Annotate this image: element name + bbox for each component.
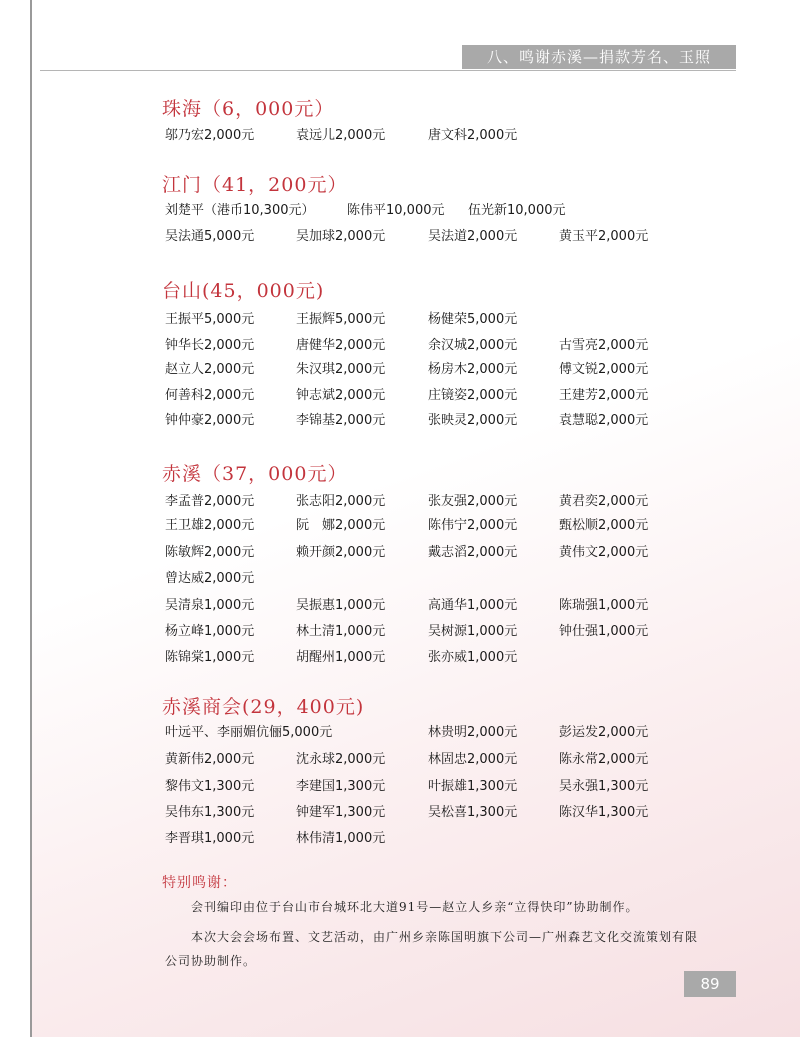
donor-entry: 陈敏辉2,000元: [165, 545, 255, 560]
donor-entry: 黎伟文1,300元: [165, 779, 255, 794]
donor-row: [0, 515, 800, 537]
donor-row: [0, 410, 800, 432]
donor-entry: 庄镜姿2,000元: [428, 388, 518, 403]
donor-entry: 吴清泉1,000元: [165, 598, 255, 613]
thanks-text: 会刊编印由位于台山市台城环北大道91号—赵立人乡亲“立得快印”协助制作。: [191, 900, 639, 914]
section-title-chixi-chamber: 赤溪商会(29，400元): [162, 696, 365, 718]
donor-entry: 陈伟平10,000元: [347, 203, 445, 218]
donor-entry: 钟建军1,300元: [296, 805, 386, 820]
donor-entry: 彭运发2,000元: [559, 725, 649, 740]
donor-entry: 刘楚平（港币10,300元）: [165, 203, 315, 218]
donor-entry: 叶振雄1,300元: [428, 779, 518, 794]
donor-entry: 杨房木2,000元: [428, 362, 518, 377]
donor-row: [0, 359, 800, 381]
header-divider: [40, 70, 736, 71]
donor-entry: 陈汉华1,300元: [559, 805, 649, 820]
donor-entry: 陈永常2,000元: [559, 752, 649, 767]
donor-entry: 陈瑞强1,000元: [559, 598, 649, 613]
donor-entry: 傅文锐2,000元: [559, 362, 649, 377]
donor-row: [0, 309, 800, 331]
donor-entry: 黄伟文2,000元: [559, 545, 649, 560]
chapter-header: 八、鸣谢赤溪—捐款芳名、玉照: [462, 45, 736, 69]
donor-entry: 赵立人2,000元: [165, 362, 255, 377]
donor-entry: 吴树源1,000元: [428, 624, 518, 639]
donor-row: [0, 200, 800, 222]
donor-entry: 戴志滔2,000元: [428, 545, 518, 560]
donor-entry: 伍光新10,000元: [468, 203, 566, 218]
donor-row: [0, 125, 800, 147]
donor-entry: 杨立峰1,000元: [165, 624, 255, 639]
donor-row: [0, 595, 800, 617]
section-title-taishan: 台山(45，000元): [162, 280, 325, 302]
donor-entry: 李孟普2,000元: [165, 494, 255, 509]
donor-entry: 黄新伟2,000元: [165, 752, 255, 767]
donor-row: [0, 722, 800, 744]
thanks-text: 本次大会会场布置、文艺活动，由广州乡亲陈国明旗下公司—广州森艺文化交流策划有限公司协助制作。: [165, 930, 699, 968]
donor-entry: 古雪亮2,000元: [559, 338, 649, 353]
donor-entry: 唐文科2,000元: [428, 128, 518, 143]
donor-entry: 黄君奕2,000元: [559, 494, 649, 509]
donor-entry: 王建芳2,000元: [559, 388, 649, 403]
donor-entry: 张亦威1,000元: [428, 650, 518, 665]
donor-entry: 赖开颜2,000元: [296, 545, 386, 560]
donor-entry: 甄松顺2,000元: [559, 518, 649, 533]
donor-entry: 阮 娜2,000元: [296, 518, 386, 533]
special-thanks-title: 特别鸣谢：: [162, 875, 237, 891]
donor-entry: 陈伟宁2,000元: [428, 518, 518, 533]
donor-entry: 吴松喜1,300元: [428, 805, 518, 820]
donor-entry: 林伟清1,000元: [296, 831, 386, 846]
donor-entry: 吴法通5,000元: [165, 229, 255, 244]
donor-entry: 袁远儿2,000元: [296, 128, 386, 143]
donor-entry: 余汉城2,000元: [428, 338, 518, 353]
donor-entry: 张映灵2,000元: [428, 413, 518, 428]
donor-row: [0, 749, 800, 771]
donor-entry: 王卫雄2,000元: [165, 518, 255, 533]
donor-row: [0, 385, 800, 407]
donor-entry: 吴法道2,000元: [428, 229, 518, 244]
donor-entry: 沈永球2,000元: [296, 752, 386, 767]
donor-entry: 李建国1,300元: [296, 779, 386, 794]
donor-entry: 叶远平、李丽媚伉俪5,000元: [165, 725, 333, 740]
donor-entry: 林土清1,000元: [296, 624, 386, 639]
donor-entry: 张志阳2,000元: [296, 494, 386, 509]
donor-entry: 王振平5,000元: [165, 312, 255, 327]
donor-entry: 吴永强1,300元: [559, 779, 649, 794]
section-title-zhuhai: 珠海（6，000元）: [162, 98, 335, 120]
section-title-jiangmen: 江门（41，200元）: [162, 174, 348, 196]
donor-entry: 何善科2,000元: [165, 388, 255, 403]
donor-entry: 曾达威2,000元: [165, 571, 255, 586]
donor-row: [0, 828, 800, 850]
donor-row: [0, 568, 800, 590]
donor-entry: 杨健荣5,000元: [428, 312, 518, 327]
donor-entry: 李晋琪1,000元: [165, 831, 255, 846]
donor-row: [0, 542, 800, 564]
donor-row: [0, 621, 800, 643]
donor-entry: 陈锦棠1,000元: [165, 650, 255, 665]
donor-entry: 林贵明2,000元: [428, 725, 518, 740]
donor-entry: 唐健华2,000元: [296, 338, 386, 353]
donor-entry: 黄玉平2,000元: [559, 229, 649, 244]
page-number: 89: [684, 971, 736, 997]
donor-entry: 邬乃宏2,000元: [165, 128, 255, 143]
donor-row: [0, 776, 800, 798]
donor-entry: 高通华1,000元: [428, 598, 518, 613]
donor-row: [0, 226, 800, 248]
donor-row: [0, 802, 800, 824]
thanks-paragraph: [165, 895, 705, 919]
donor-entry: 胡醒州1,000元: [296, 650, 386, 665]
donor-entry: 袁慧聪2,000元: [559, 413, 649, 428]
donor-entry: 林固忠2,000元: [428, 752, 518, 767]
donor-entry: 吴伟东1,300元: [165, 805, 255, 820]
donor-row: [0, 647, 800, 669]
donor-entry: 钟志斌2,000元: [296, 388, 386, 403]
donor-entry: 王振辉5,000元: [296, 312, 386, 327]
donor-entry: 钟仕强1,000元: [559, 624, 649, 639]
donor-entry: 张友强2,000元: [428, 494, 518, 509]
donor-entry: 钟仲豪2,000元: [165, 413, 255, 428]
donor-entry: 钟华长2,000元: [165, 338, 255, 353]
section-title-chixi: 赤溪（37，000元）: [162, 463, 348, 485]
donor-entry: 吴振惠1,000元: [296, 598, 386, 613]
donor-entry: 李锦基2,000元: [296, 413, 386, 428]
thanks-paragraph: [165, 925, 705, 973]
donor-row: [0, 491, 800, 513]
donor-row: [0, 335, 800, 357]
donor-entry: 吴加球2,000元: [296, 229, 386, 244]
donor-entry: 朱汉琪2,000元: [296, 362, 386, 377]
